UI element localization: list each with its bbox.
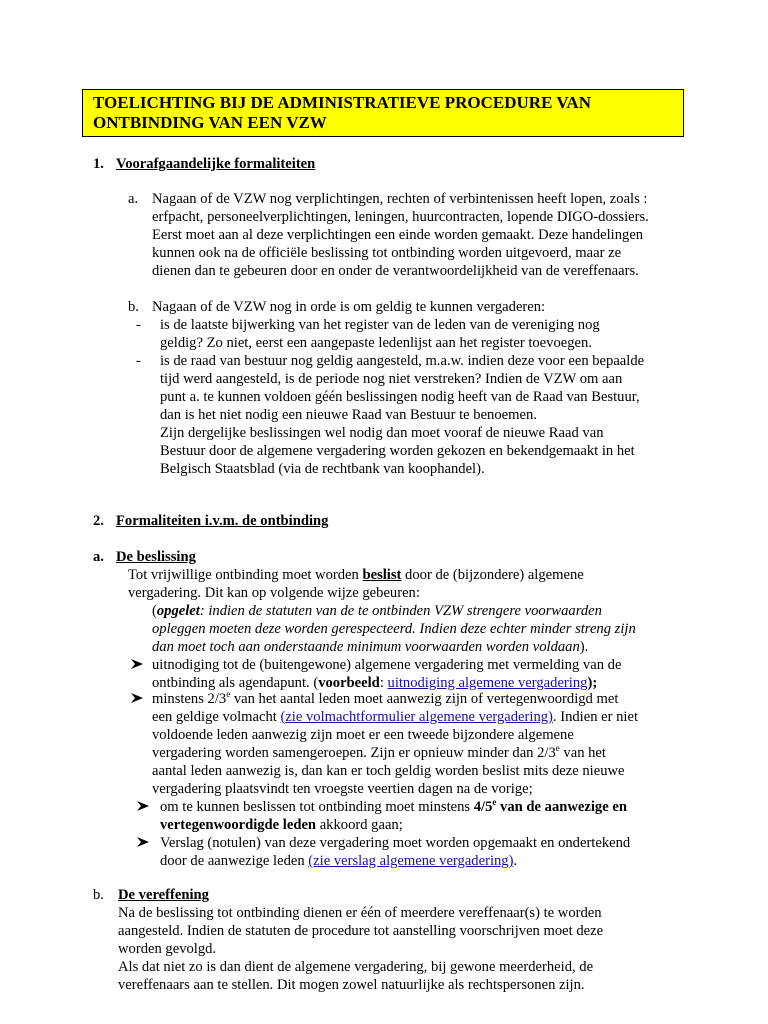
section2-number: 2. — [93, 513, 104, 529]
section1-b-item2-line-1: is de raad van bestuur nog geldig aangesteld, m.a.w. indien deze voor een bepaalde — [160, 353, 645, 369]
section2-a-line-2: vergadering. Dit kan op volgende wijze gebeuren: — [128, 585, 420, 601]
arrow-bullet-icon — [136, 836, 150, 848]
section2-a-marker: a. — [93, 549, 104, 565]
section1-a-marker: a. — [128, 191, 139, 207]
bullet2-line-6: vergadering plaatsvindt ten vroegste veertien dagen na de vorige; — [152, 781, 533, 797]
section2-b-line-3: worden gevolgd. — [118, 941, 217, 957]
arrow-bullet-icon — [130, 692, 144, 704]
section1-a-line-2: erfpacht, personeelverplichtingen, leningen, huurcontracten, lopende DIGO-dossiers. — [152, 209, 649, 225]
proxy-form-link[interactable]: (zie volmachtformulier algemene vergadering) — [280, 709, 553, 725]
section1-number: 1. — [93, 156, 104, 172]
bullet4-line-1: Verslag (notulen) van deze vergadering moet worden opgemaakt en ondertekend — [160, 835, 631, 851]
bullet2-line-1: minstens 2/3e van het aantal leden moet aanwezig zijn of vertegenwoordigd met — [152, 689, 619, 707]
dash-bullet: - — [136, 353, 141, 369]
bullet2-line-4: vergadering worden samengeroepen. Zijn er opnieuw minder dan 2/3e van het — [152, 743, 606, 761]
bullet2-line-2: een geldige volmacht (zie volmachtformulier algemene vergadering). Indien er niet — [152, 709, 639, 725]
section1-b-item1-line-1: is de laatste bijwerking van het register van de leden van de vereniging nog — [160, 317, 600, 333]
section1-a-line-1: Nagaan of de VZW nog verplichtingen, rechten of verbintenissen heeft lopen, zoals : — [152, 191, 648, 207]
section2-b-marker: b. — [93, 887, 104, 903]
section2-a-heading: De beslissing — [116, 549, 196, 565]
section2-b-heading: De vereffening — [118, 887, 209, 903]
section1-a-line-3: Eerst moet aan al deze verplichtingen een einde worden gemaakt. Deze handelingen — [152, 227, 644, 243]
section2-b-line-2: aangesteld. Indien de statuten de procedure tot aanstelling voorschrijven moet deze — [118, 923, 604, 939]
arrow-bullet-icon — [130, 658, 144, 670]
invitation-link[interactable]: uitnodiging algemene vergadering — [387, 675, 588, 691]
bullet1-line-1: uitnodiging tot de (buitengewone) algemene vergadering met vermelding van de — [152, 657, 622, 673]
section1-b-item2-line-5: Zijn dergelijke beslissingen wel nodig dan moet vooraf de nieuwe Raad van — [160, 425, 604, 441]
section1-a-line-5: dienen dan te gebeuren door en onder de verantwoordelijkheid van de vereffenaars. — [152, 263, 639, 279]
section2-heading: Formaliteiten i.v.m. de ontbinding — [116, 513, 329, 529]
document-title: TOELICHTING BIJ DE ADMINISTRATIEVE PROCEDURE VAN ONTBINDING VAN EEN VZW — [82, 89, 684, 137]
section2-a-note-line-2: opleggen moeten deze worden gerespecteerd. Indien deze echter minder streng zijn — [152, 621, 636, 637]
bullet2-line-5: aantal leden aanwezig is, dan kan er toch geldig worden beslist mits deze nieuwe — [152, 763, 625, 779]
section1-a-line-4: kunnen ook na de officiële beslissing tot ontbinding worden uitgevoerd, maar ze — [152, 245, 622, 261]
bullet3-line-2: vertegenwoordigde leden akkoord gaan; — [160, 817, 403, 833]
section2-b-line-4: Als dat niet zo is dan dient de algemene vergadering, bij gewone meerderheid, de — [118, 959, 594, 975]
section2-a-note-line-1: (opgelet: indien de statuten van de te ontbinden VZW strengere voorwaarden — [152, 603, 602, 619]
section2-a-line-1: Tot vrijwillige ontbinding moet worden beslist door de (bijzondere) algemene — [128, 567, 584, 583]
bullet1-line-2: ontbinding als agendapunt. (voorbeeld: uitnodiging algemene vergadering); — [152, 675, 598, 691]
arrow-bullet-icon — [136, 800, 150, 812]
section1-b-item2-line-7: Belgisch Staatsblad (via de rechtbank van koophandel). — [160, 461, 485, 477]
section2-b-line-5: vereffenaars aan te stellen. Dit mogen zowel natuurlijke als rechtspersonen zijn. — [118, 977, 585, 993]
section1-b-item2-line-4: dan is het niet nodig een nieuwe Raad van Bestuur te benoemen. — [160, 407, 537, 423]
section2-a-note-line-3: dan moet toch aan onderstaande minimum voorwaarden worden voldaan). — [152, 639, 589, 655]
minutes-link[interactable]: (zie verslag algemene vergadering) — [308, 853, 514, 869]
section1-heading: Voorafgaandelijke formaliteiten — [116, 156, 316, 172]
section1-b-item2-line-3: punt a. te kunnen voldoen géén beslissingen nodig heeft van de Raad van Bestuur, — [160, 389, 640, 405]
section1-b-marker: b. — [128, 299, 139, 315]
section2-b-line-1: Na de beslissing tot ontbinding dienen er één of meerdere vereffenaar(s) te worden — [118, 905, 602, 921]
section1-b-item2-line-2: tijd werd aangesteld, is de periode nog niet verstreken? Indien de VZW om aan — [160, 371, 623, 387]
bullet4-line-2: door de aanwezige leden (zie verslag algemene vergadering). — [160, 853, 518, 869]
dash-bullet: - — [136, 317, 141, 333]
section1-b-intro: Nagaan of de VZW nog in orde is om geldig te kunnen vergaderen: — [152, 299, 546, 315]
bullet3-line-1: om te kunnen beslissen tot ontbinding moet minstens 4/5e van de aanwezige en — [160, 797, 627, 815]
section1-b-item1-line-2: geldig? Zo niet, eerst een aangepaste ledenlijst aan het register toevoegen. — [160, 335, 592, 351]
bullet2-line-3: voldoende leden aanwezig zijn moet er een tweede bijzondere algemene — [152, 727, 574, 743]
section1-b-item2-line-6: Bestuur door de algemene vergadering worden gekozen en bekendgemaakt in het — [160, 443, 635, 459]
